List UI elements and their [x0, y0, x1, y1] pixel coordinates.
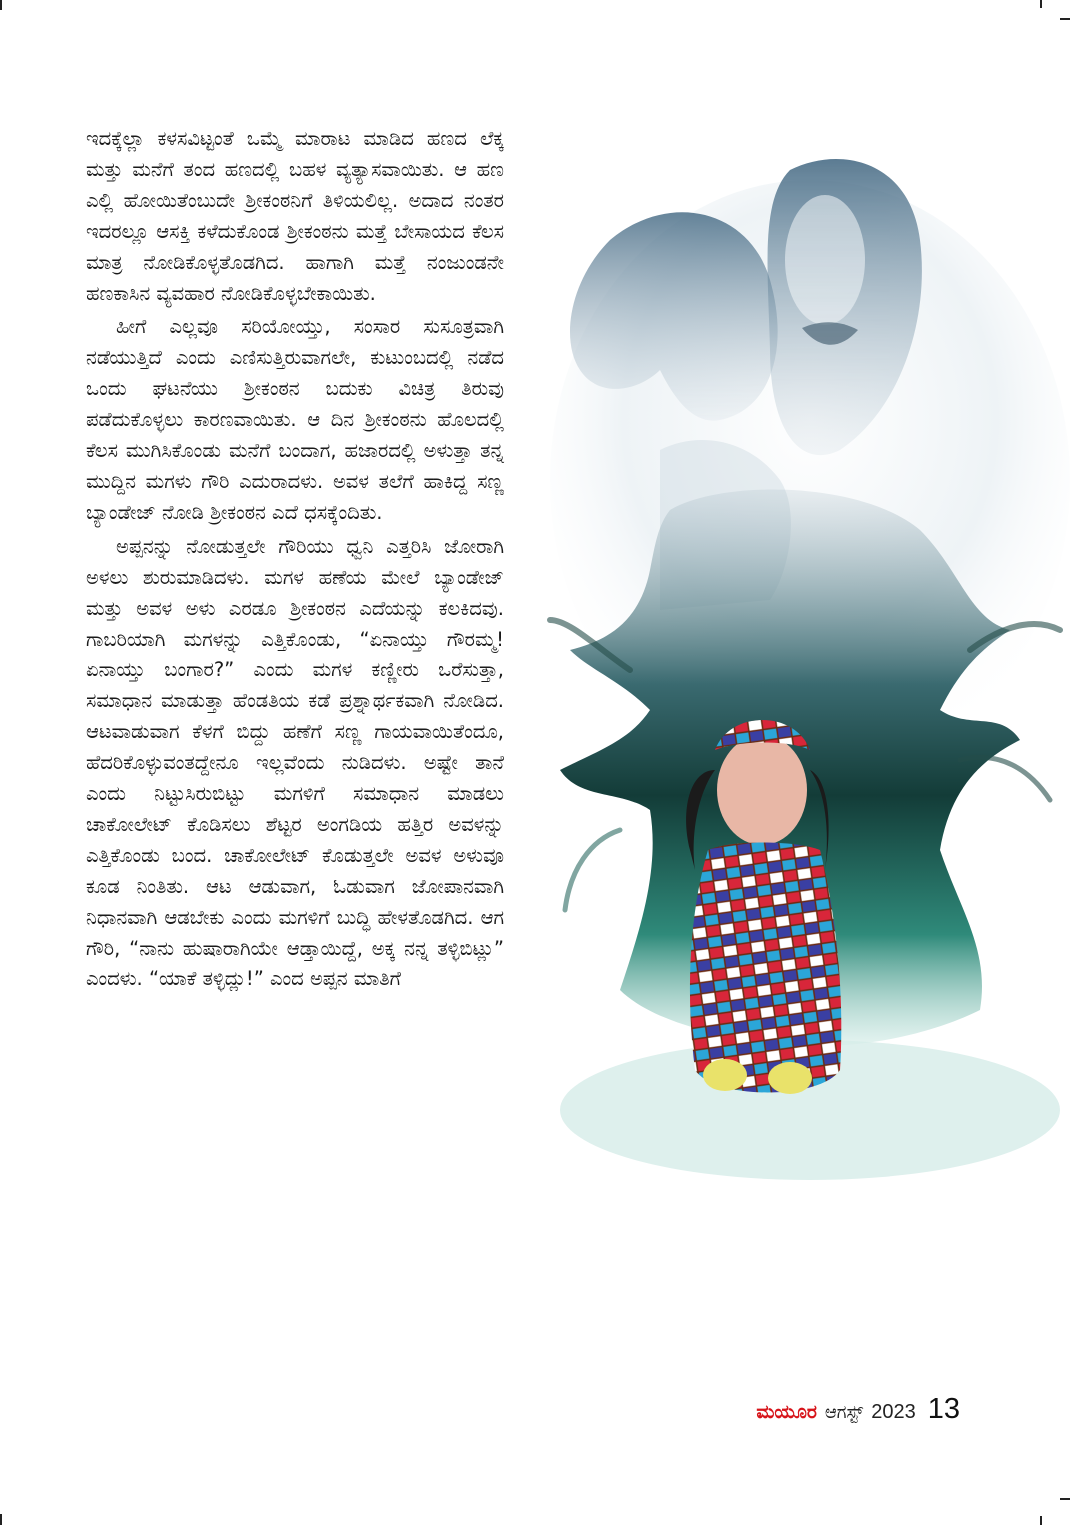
article-body [86, 124, 504, 998]
crop-mark-top-right [1040, 0, 1042, 8]
issue-year: 2023 [871, 1401, 916, 1423]
crop-mark-bottom-right [1040, 1516, 1042, 1525]
paragraph-2: ಹೀಗೆ ಎಲ್ಲವೂ ಸರಿಯೋಯ್ತು, ಸಂಸಾರ ಸುಸೂತ್ರವಾಗಿ ನಡೆಯುತ್ತಿದೆ ಎಂದು ಎಣಿಸುತ್ತಿರುವಾಗಲೇ, ಕುಟುಂಬದಲ್ಲಿ ನಡೆದ ಒಂದು ಘಟನೆಯು ಶ್ರೀಕಂಠನ ಬದುಕು ವಿಚಿತ್ರ ತಿರುವು ಪಡೆದುಕೊಳ್ಳಲು ಕಾರಣವಾಯಿತು. ಆ ದಿನ ಶ್ರೀಕಂಠನು ಹೊಲದಲ್ಲಿ ಕೆಲಸ ಮುಗಿಸಿಕೊಂಡು ಮನೆಗೆ ಬಂದಾಗ, ಹಜಾರದಲ್ಲಿ ಅಳುತ್ತಾ ತನ್ನ ಮುದ್ದಿನ ಮಗಳು ಗೌರಿ ಎದುರಾದಳು. ಅವಳ ತಲೆಗೆ ಹಾಕಿದ್ದ ಸಣ್ಣ ಬ್ಯಾಂಡೇಜ್ ನೋಡಿ ಶ್ರೀಕಂಠನ ಎದೆ ಧಸಕ್ಕೆಂದಿತು. [86, 315, 504, 524]
crop-mark-top-left [0, 0, 2, 10]
crop-mark-bottom-left [0, 1514, 2, 1525]
paragraph-3: ಅಪ್ಪನನ್ನು ನೋಡುತ್ತಲೇ ಗೌರಿಯು ಧ್ವನಿ ಎತ್ತರಿಸಿ ಜೋರಾಗಿ ಅಳಲು ಶುರುಮಾಡಿದಳು. ಮಗಳ ಹಣೆಯ ಮೇಲೆ ಬ್ಯಾಂಡೇಜ್ ಮತ್ತು ಅವಳ ಅಳು ಎರಡೂ ಶ್ರೀಕಂಠನ ಎದೆಯನ್ನು ಕಲಕಿದವು. ಗಾಬರಿಯಾಗಿ ಮಗಳನ್ನು ಎತ್ತಿಕೊಂಡು, “ಏನಾಯ್ತು ಗೌರಮ್ಮ! ಏನಾಯ್ತು ಬಂಗಾರ?” ಎಂದು ಮಗಳ ಕಣ್ಣೀರು ಒರೆಸುತ್ತಾ, ಸಮಾಧಾನ ಮಾಡುತ್ತಾ ಹೆಂಡತಿಯ ಕಡೆ ಪ್ರಶ್ನಾರ್ಥಕವಾಗಿ ನೋಡಿದ. ಆಟವಾಡುವಾಗ ಕೆಳಗೆ ಬಿದ್ದು ಹಣೆಗೆ ಸಣ್ಣ ಗಾಯವಾಯಿತೆಂದೂ, ಹೆದರಿಕೊಳ್ಳುವಂತದ್ದೇನೂ ಇಲ್ಲವೆಂದು ನುಡಿದಳು. ಅಷ್ಟೇ ತಾನೆ ಎಂದು ನಿಟ್ಟುಸಿರುಬಿಟ್ಟು ಮಗಳಿಗೆ ಸಮಾಧಾನ ಮಾಡಲು ಚಾಕೋಲೇಟ್ ಕೊಡಿಸಲು ಶೆಟ್ಟರ ಅಂಗಡಿಯ ಹತ್ತಿರ ಅವಳನ್ನು ಎತ್ತಿಕೊಂಡು ಬಂದ. ಚಾಕೋಲೇಟ್ ಕೊಡುತ್ತಲೇ ಅವಳ ಅಳುವೂ ಕೂಡ ನಿಂತಿತು. ಆಟ ಆಡುವಾಗ, ಓಡುವಾಗ ಜೋಪಾನವಾಗಿ ನಿಧಾನವಾಗಿ ಆಡಬೇಕು ಎಂದು ಮಗಳಿಗೆ ಬುದ್ಧಿ ಹೇಳತೊಡಗಿದ. ಆಗ ಗೌರಿ, “ನಾನು ಹುಷಾರಾಗಿಯೇ ಆಡ್ತಾಯಿದ್ದೆ, ಅಕ್ಕ ನನ್ನ ತಳ್ಳಿಬಿಟ್ಲು” ಎಂದಳು. “ಯಾಕೆ ತಳ್ಳಿದ್ಲು!” ಎಂದ ಅಪ್ಪನ ಮಾತಿಗೆ [86, 534, 504, 991]
crop-mark-right-bottom [1060, 1498, 1070, 1500]
page-footer [756, 1393, 960, 1427]
crop-mark-right-top [1060, 18, 1070, 20]
magazine-name: ಮಯೂರ [756, 1401, 817, 1423]
story-illustration [540, 150, 1070, 1190]
issue-month: ಆಗಸ್ಟ್ [824, 1402, 864, 1423]
page-number: 13 [927, 1393, 960, 1425]
paragraph-1: ಇದಕ್ಕೆಲ್ಲಾ ಕಳಸವಿಟ್ಟಂತೆ ಒಮ್ಮೆ ಮಾರಾಟ ಮಾಡಿದ ಹಣದ ಲೆಕ್ಕ ಮತ್ತು ಮನೆಗೆ ತಂದ ಹಣದಲ್ಲಿ ಬಹಳ ವ್ಯತ್ಯಾಸವಾಯಿತು. ಆ ಹಣ ಎಲ್ಲಿ ಹೋಯಿತೆಂಬುದೇ ಶ್ರೀಕಂಠನಿಗೆ ತಿಳಿಯಲಿಲ್ಲ. ಅದಾದ ನಂತರ ಇದರಲ್ಲೂ ಆಸಕ್ತಿ ಕಳೆದುಕೊಂಡ ಶ್ರೀಕಂಠನು ಮತ್ತೆ ಬೇಸಾಯದ ಕೆಲಸ ಮಾತ್ರ ನೋಡಿಕೊಳ್ಳತೊಡಗಿದ. ಹಾಗಾಗಿ ಮತ್ತೆ ನಂಜುಂಡನೇ ಹಣಕಾಸಿನ ವ್ಯವಹಾರ ನೋಡಿಕೊಳ್ಳಬೇಕಾಯಿತು. [86, 127, 504, 305]
